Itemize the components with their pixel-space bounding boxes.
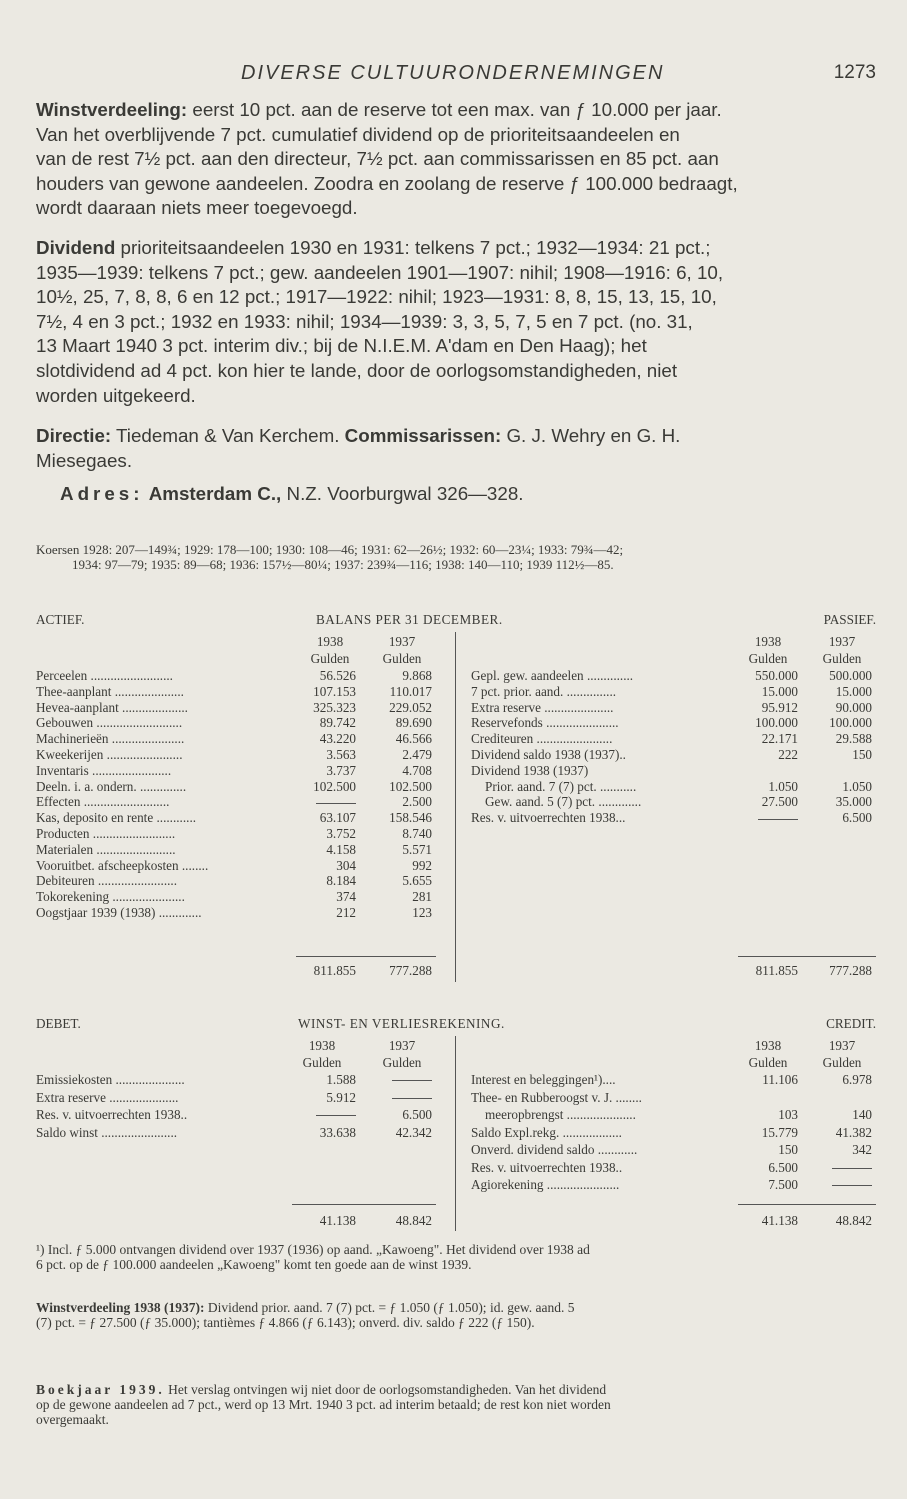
value-1937: 41.382 — [835, 1124, 872, 1140]
value-1937 — [806, 1160, 872, 1175]
table-row — [471, 1072, 876, 1087]
credit-total-1938: 41.138 — [761, 1213, 798, 1228]
table-row — [471, 1107, 876, 1122]
value-1938: 8.184 — [326, 873, 356, 889]
row-label: Deeln. i. a. ondern. .............. — [36, 778, 187, 794]
value-1937: 6.978 — [842, 1072, 872, 1087]
row-label: Agiorekening ...................... — [471, 1177, 620, 1192]
row-label: Machinerieën ...................... — [36, 731, 185, 747]
value-1937: 500.000 — [829, 668, 872, 683]
value-1938: 15.779 — [761, 1124, 798, 1140]
row-label: Debiteuren ........................ — [36, 873, 178, 889]
row-label: Kas, deposito en rente ............ — [36, 810, 197, 826]
value-1937: 2.479 — [402, 747, 432, 762]
table-row — [471, 763, 876, 778]
sum-line — [296, 956, 436, 957]
actief-total-1937: 777.288 — [389, 963, 432, 978]
footnote-line-1: Incl. ƒ 5.000 ontvangen dividend over 1937 (1936) op aand. „Kawoeng". Het dividend over 1938 ad — [47, 1242, 590, 1257]
koersen-block — [36, 542, 876, 572]
table-row — [36, 1072, 446, 1087]
row-label: Onverd. dividend saldo ............ — [471, 1142, 638, 1157]
directie-paragraph — [36, 424, 876, 473]
row-label: Saldo Expl.rekg. .................. — [471, 1124, 622, 1140]
value-1938: 7.500 — [768, 1177, 798, 1192]
row-label: Gepl. gew. aandeelen .............. — [471, 668, 634, 683]
value-1938: 4.158 — [326, 841, 356, 857]
footnote-line-2: 6 pct. op de ƒ 100.000 aandeelen „Kawoeng" komt ten goede aan de winst 1939. — [36, 1257, 472, 1272]
text-line: van de rest 7½ pct. aan den directeur, 7½ pct. aan commissarissen en 85 pct. aan — [36, 148, 719, 170]
value-1938: 63.107 — [319, 810, 356, 826]
table-row — [36, 779, 446, 794]
value-1937: 35.000 — [835, 794, 872, 810]
row-label: Dividend 1938 (1937) — [471, 762, 589, 778]
table-row — [36, 684, 446, 699]
year-1938: 1938 — [316, 634, 344, 649]
value-1938: 95.912 — [761, 699, 798, 715]
year-1938: 1938 — [308, 1038, 336, 1053]
adres-label: Adres: — [60, 483, 144, 504]
value-1937 — [806, 1177, 872, 1192]
value-1937: 5.655 — [402, 873, 432, 889]
winstverdeeling-1938-line-2: (7) pct. = ƒ 27.500 (ƒ 35.000); tantièmes ƒ 4.866 (ƒ 6.143); onverd. div. saldo ƒ 222 (ƒ 150). — [36, 1315, 535, 1330]
debet-total-1938: 41.138 — [319, 1213, 356, 1228]
dash-mark — [392, 1098, 432, 1099]
row-label: Perceelen ......................... — [36, 668, 173, 683]
text-line: G. J. Wehry en G. H. — [501, 425, 681, 446]
value-1937: 123 — [412, 905, 432, 920]
balans-table — [36, 612, 876, 982]
value-1937: 6.500 — [842, 810, 872, 826]
winst-verlies-table — [36, 1016, 876, 1236]
text-line: 1935—1939: telkens 7 pct.; gew. aandeelen 1901—1907: nihil; 1908—1916: 6, 10, — [36, 261, 724, 283]
row-label: 7 pct. prior. aand. ............... — [471, 683, 617, 699]
value-1938 — [290, 794, 356, 809]
text-line: 13 Maart 1940 3 pct. interim div.; bij de N.I.E.M. A'dam en Den Haag); het — [36, 335, 647, 357]
row-label: Oogstjaar 1939 (1938) ............. — [36, 905, 202, 920]
value-1938: 5.912 — [326, 1089, 356, 1105]
value-1937: 140 — [852, 1107, 872, 1122]
sum-line — [738, 956, 876, 957]
value-1937: 90.000 — [835, 699, 872, 715]
value-1938: 43.220 — [319, 731, 356, 747]
value-1937: 29.588 — [835, 731, 872, 747]
dash-mark — [316, 1115, 356, 1116]
table-row — [36, 858, 446, 873]
value-1937: 992 — [412, 857, 432, 873]
value-1938: 56.526 — [319, 668, 356, 683]
unit-label: Gulden — [748, 1055, 788, 1070]
page-number: 1273 — [833, 62, 876, 83]
passief-total-1937: 777.288 — [829, 963, 872, 978]
boekjaar-line-1: Het verslag ontvingen wij niet door de oorlogsomstandigheden. Van het dividend — [164, 1382, 607, 1397]
table-row — [36, 826, 446, 841]
table-row — [471, 779, 876, 794]
value-1938: 150 — [778, 1142, 798, 1157]
value-1938: 3.752 — [326, 826, 356, 841]
credit-heading: CREDIT. — [826, 1016, 876, 1031]
boekjaar-line-3: overgemaakt. — [36, 1412, 109, 1427]
table-row — [36, 700, 446, 715]
value-1937 — [366, 1090, 432, 1105]
value-1937: 89.690 — [395, 715, 432, 731]
row-label: Crediteuren ....................... — [471, 731, 613, 747]
value-1937: 281 — [412, 889, 432, 905]
adres-line — [60, 482, 900, 507]
row-label: Res. v. uitvoerrechten 1938... — [471, 810, 626, 826]
value-1938: 102.500 — [313, 778, 356, 794]
row-label: Inventaris ........................ — [36, 762, 172, 778]
winstverdeeling-1938 — [36, 1300, 876, 1330]
page-header — [36, 58, 876, 90]
row-label: Saldo winst ....................... — [36, 1124, 178, 1140]
table-row — [471, 1160, 876, 1175]
adres-city: Amsterdam C., — [148, 483, 282, 504]
value-1937: 150 — [852, 747, 872, 762]
year-1938: 1938 — [754, 1038, 782, 1053]
year-1937: 1937 — [828, 1038, 856, 1053]
unit-label: Gulden — [748, 651, 788, 666]
table-row — [471, 700, 876, 715]
value-1938: 107.153 — [313, 683, 356, 699]
dash-mark — [758, 819, 798, 820]
text-line: worden uitgekeerd. — [36, 384, 196, 406]
row-label: Thee-aanplant ..................... — [36, 683, 184, 699]
row-label: Gew. aand. 5 (7) pct. ............. — [485, 794, 642, 810]
commissarissen-label: Commissarissen: — [344, 425, 502, 446]
directie-label: Directie: — [36, 425, 112, 446]
year-1937: 1937 — [828, 634, 856, 649]
koersen-line-1: Koersen 1928: 207—149¾; 1929: 178—100; 1930: 108—46; 1931: 62—26½; 1932: 60—23¼; 1933: 79¾—42; — [36, 542, 624, 557]
row-label: Interest en beleggingen¹).... — [471, 1072, 616, 1087]
row-label: Kweekerijen ....................... — [36, 747, 183, 762]
text-line: 10½, 25, 7, 8, 8, 6 en 12 pct.; 1917—1922: nihil; 1923—1931: 8, 8, 15, 13, 15, 10, — [36, 286, 717, 308]
text-line: Miesegaes. — [36, 449, 133, 471]
table-row — [36, 842, 446, 857]
unit-label: Gulden — [382, 651, 422, 666]
footnote — [36, 1242, 876, 1272]
value-1937: 110.017 — [389, 683, 432, 699]
value-1938: 222 — [778, 747, 798, 762]
value-1938: 325.323 — [313, 699, 356, 715]
table-row — [36, 810, 446, 825]
table-row — [471, 731, 876, 746]
row-label: Hevea-aanplant .................... — [36, 699, 188, 715]
value-1937: 46.566 — [395, 731, 432, 747]
value-1937: 9.868 — [402, 668, 432, 683]
row-label: Reservefonds ...................... — [471, 715, 619, 731]
value-1937: 100.000 — [829, 715, 872, 731]
debet-total-1937: 48.842 — [395, 1213, 432, 1228]
dividend-paragraph — [36, 236, 876, 408]
credit-total-1937: 48.842 — [835, 1213, 872, 1228]
running-title: DIVERSE CULTUURONDERNEMINGEN — [241, 62, 665, 84]
boekjaar-line-2: op de gewone aandeelen ad 7 pct., werd op 13 Mrt. 1940 3 pct. ad interim betaald; de rest kon niet worden — [36, 1397, 611, 1412]
text-line: 7½, 4 en 3 pct.; 1932 en 1933: nihil; 1934—1939: 3, 3, 5, 7, 5 en 7 pct. (no. 31, — [36, 310, 693, 332]
table-row — [36, 794, 446, 809]
row-label: Prior. aand. 7 (7) pct. ........... — [485, 778, 637, 794]
text-line: wordt daaraan niets meer toegevoegd. — [36, 197, 358, 219]
value-1937: 229.052 — [389, 699, 432, 715]
row-label: Extra reserve ..................... — [471, 699, 614, 715]
balans-title: BALANS PER 31 DECEMBER. — [316, 612, 503, 627]
table-row — [471, 668, 876, 683]
koersen-line-2: 1934: 97—79; 1935: 89—68; 1936: 157½—80¼; 1937: 239¾—116; 1938: 140—110; 1939 112½—85. — [72, 557, 614, 572]
table-row — [471, 1090, 876, 1105]
value-1938: 6.500 — [768, 1159, 798, 1175]
value-1938: 550.000 — [755, 668, 798, 683]
row-label: Effecten .......................... — [36, 794, 170, 810]
value-1937: 2.500 — [402, 794, 432, 810]
value-1938: 27.500 — [761, 794, 798, 810]
year-1937: 1937 — [388, 634, 416, 649]
column-divider — [455, 632, 456, 982]
year-1938: 1938 — [754, 634, 782, 649]
row-label: Dividend saldo 1938 (1937).. — [471, 747, 626, 762]
value-1938: 89.742 — [319, 715, 356, 731]
text-line: slotdividend ad 4 pct. kon hier te lande, door de oorlogsomstandigheden, niet — [36, 359, 678, 381]
table-row — [471, 715, 876, 730]
value-1938: 3.737 — [326, 762, 356, 778]
row-label: Materialen ........................ — [36, 841, 176, 857]
value-1937: 5.571 — [402, 841, 432, 857]
table-row — [471, 1125, 876, 1140]
value-1938: 1.588 — [326, 1072, 356, 1087]
table-row — [36, 1125, 446, 1140]
value-1937: 102.500 — [389, 778, 432, 794]
value-1938: 22.171 — [761, 731, 798, 747]
value-1937: 4.708 — [402, 762, 432, 778]
text-line: eerst 10 pct. aan de reserve tot een max. van ƒ 10.000 per jaar. — [187, 99, 722, 120]
footnote-marker: ¹) — [36, 1242, 45, 1257]
text-line: Tiedeman & Van Kerchem. — [111, 425, 340, 446]
passief-heading: PASSIEF. — [823, 612, 876, 627]
column-divider — [455, 1036, 456, 1231]
unit-label: Gulden — [382, 1055, 422, 1070]
sum-line — [738, 1204, 876, 1205]
passief-total-1938: 811.855 — [755, 963, 798, 978]
dash-mark — [832, 1168, 872, 1169]
unit-label: Gulden — [822, 651, 862, 666]
value-1938: 100.000 — [755, 715, 798, 731]
table-row — [36, 889, 446, 904]
dash-mark — [832, 1185, 872, 1186]
boekjaar-label: Boekjaar 1939. — [36, 1382, 165, 1397]
table-row — [36, 873, 446, 888]
value-1938: 304 — [336, 857, 356, 873]
winstverdeeling-paragraph — [36, 98, 876, 221]
value-1938: 15.000 — [761, 683, 798, 699]
row-label: meeropbrengst ..................... — [485, 1107, 636, 1122]
winstverdeeling-1938-line-1: Dividend prior. aand. 7 (7) pct. = ƒ 1.050 (ƒ 1.050); id. gew. aand. 5 — [204, 1300, 575, 1315]
row-label: Thee- en Rubberoogst v. J. ........ — [471, 1089, 642, 1105]
value-1937: 342 — [852, 1142, 872, 1157]
value-1937: 6.500 — [402, 1107, 432, 1122]
value-1938: 103 — [778, 1107, 798, 1122]
text-line: Van het overblijvende 7 pct. cumulatief dividend op de prioriteitsaandeelen en — [36, 123, 680, 145]
value-1938 — [290, 1107, 356, 1122]
unit-label: Gulden — [822, 1055, 862, 1070]
text-line: prioriteitsaandeelen 1930 en 1931: telkens 7 pct.; 1932—1934: 21 pct.; — [115, 237, 711, 258]
actief-heading: ACTIEF. — [36, 612, 85, 627]
table-row — [471, 810, 876, 825]
debet-heading: DEBET. — [36, 1016, 81, 1031]
winstverdeeling-1938-label: Winstverdeeling 1938 (1937): — [36, 1300, 205, 1315]
row-label: Gebouwen .......................... — [36, 715, 183, 731]
table-row — [36, 668, 446, 683]
table-row — [471, 1177, 876, 1192]
table-row — [36, 905, 446, 920]
value-1937 — [366, 1072, 432, 1087]
value-1938: 33.638 — [319, 1124, 356, 1140]
row-label: Emissiekosten ..................... — [36, 1072, 185, 1087]
row-label: Tokorekening ...................... — [36, 889, 185, 905]
table-row — [36, 763, 446, 778]
value-1938: 374 — [336, 889, 356, 905]
adres-street: N.Z. Voorburgwal 326—328. — [281, 483, 524, 504]
value-1937: 15.000 — [835, 683, 872, 699]
text-line: houders van gewone aandeelen. Zoodra en zoolang de reserve ƒ 100.000 bedraagt, — [36, 172, 738, 194]
table-row — [471, 1142, 876, 1157]
table-row — [36, 1107, 446, 1122]
row-label: Res. v. uitvoerrechten 1938.. — [471, 1159, 623, 1175]
table-row — [36, 715, 446, 730]
row-label: Producten ......................... — [36, 826, 176, 841]
dash-mark — [392, 1080, 432, 1081]
row-label: Vooruitbet. afscheepkosten ........ — [36, 857, 209, 873]
row-label: Res. v. uitvoerrechten 1938.. — [36, 1107, 188, 1122]
unit-label: Gulden — [310, 651, 350, 666]
table-row — [471, 747, 876, 762]
value-1938: 3.563 — [326, 747, 356, 762]
winstverdeeling-label: Winstverdeeling: — [36, 99, 188, 120]
table-row — [36, 1090, 446, 1105]
value-1937: 1.050 — [842, 778, 872, 794]
table-row — [471, 794, 876, 809]
value-1937: 158.546 — [389, 810, 432, 826]
table-row — [36, 731, 446, 746]
sum-line — [292, 1204, 436, 1205]
value-1937: 8.740 — [402, 826, 432, 841]
row-label: Extra reserve ..................... — [36, 1089, 179, 1105]
unit-label: Gulden — [302, 1055, 342, 1070]
winst-title: WINST- EN VERLIESREKENING. — [298, 1016, 505, 1031]
dividend-label: Dividend — [36, 237, 116, 258]
dash-mark — [316, 803, 356, 804]
value-1938: 1.050 — [768, 778, 798, 794]
value-1937: 42.342 — [395, 1124, 432, 1140]
boekjaar-paragraph — [36, 1382, 876, 1427]
value-1938: 212 — [336, 905, 356, 920]
year-1937: 1937 — [388, 1038, 416, 1053]
actief-total-1938: 811.855 — [313, 963, 356, 978]
table-row — [36, 747, 446, 762]
value-1938: 11.106 — [762, 1072, 798, 1087]
value-1938 — [732, 810, 798, 825]
table-row — [471, 684, 876, 699]
